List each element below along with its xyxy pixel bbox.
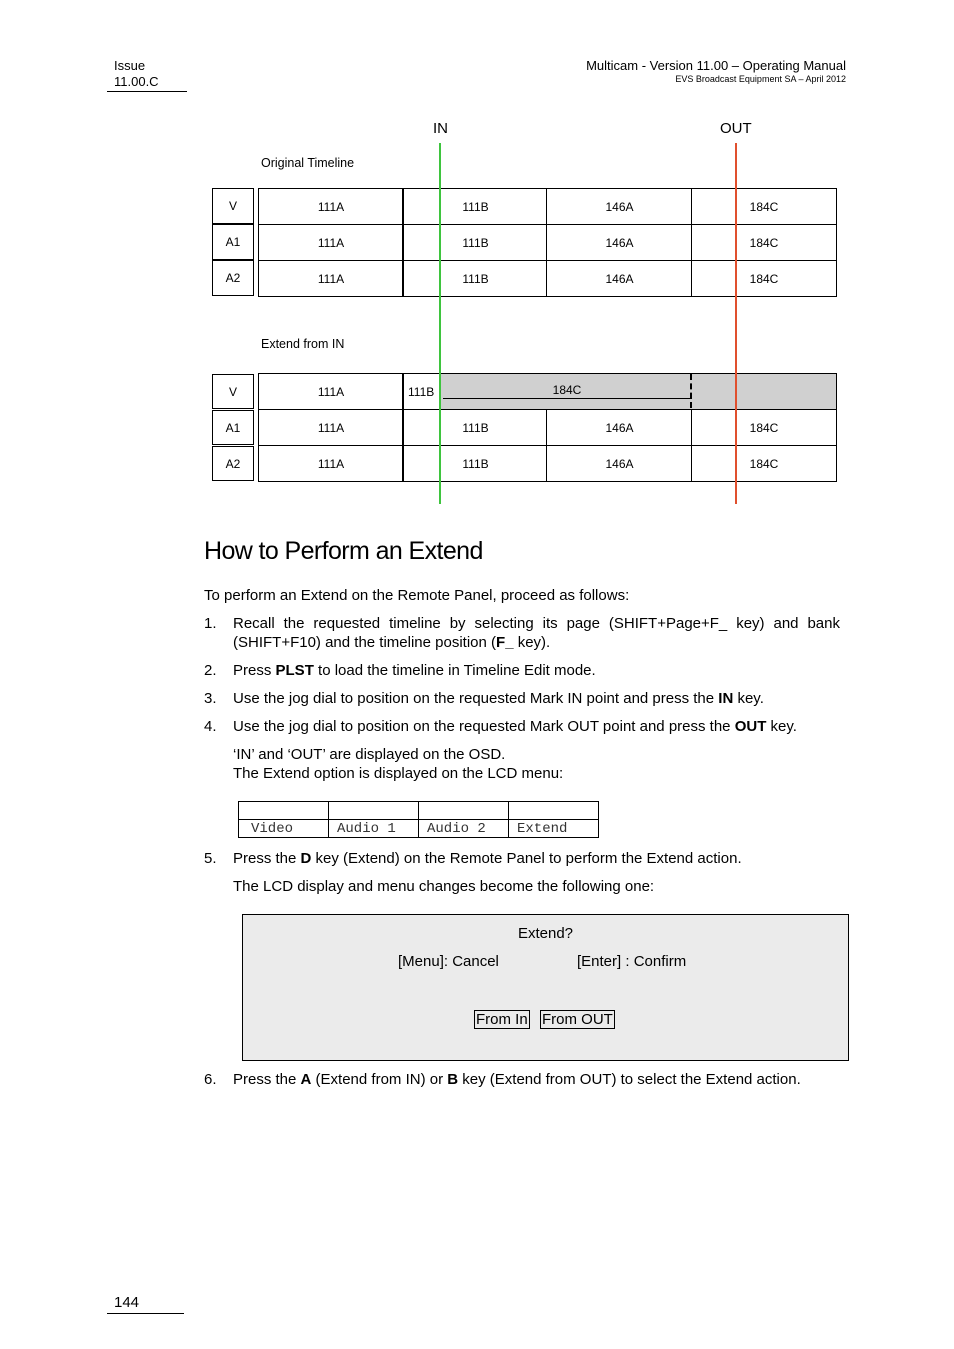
clip: 146A	[546, 445, 693, 482]
step-text-part: Use the jog dial to position on the requested Mark IN point and press the	[233, 690, 719, 707]
step-keyword: D	[300, 850, 312, 867]
clip: 146A	[546, 409, 693, 446]
step-number: 3.	[204, 690, 217, 707]
step-text-part: key (Extend from OUT) to select the Extend action.	[458, 1071, 801, 1088]
step-number: 2.	[204, 662, 217, 679]
step-text	[233, 661, 840, 680]
step-text	[233, 1070, 840, 1089]
dialog-confirm-hint: [Enter] : Confirm	[577, 953, 687, 970]
issue-number: 11.00.C	[114, 74, 159, 89]
issue-label: Issue	[114, 58, 146, 73]
track-label: A1	[212, 224, 254, 260]
track-label: A1	[212, 410, 254, 445]
step-text-part: key (Extend) on the Remote Panel to perform the Extend action.	[311, 850, 742, 867]
extend-timeline-caption: Extend from IN	[261, 337, 345, 351]
original-timeline-caption: Original Timeline	[261, 156, 355, 170]
intro-text: To perform an Extend on the Remote Panel, proceed as follows:	[204, 587, 630, 604]
extended-clip-label: 184C	[552, 383, 582, 397]
step-text-part: Use the jog dial to position on the requested Mark OUT point and press the	[233, 718, 735, 735]
step-keyword: PLST	[275, 662, 314, 679]
step4-note	[233, 745, 563, 783]
clip: 184C	[691, 260, 837, 297]
step-text-part: Press the	[233, 1071, 301, 1088]
page-number: 144	[114, 1294, 140, 1311]
step-keyword: B	[447, 1071, 459, 1088]
step-text-part: Press the	[233, 850, 301, 867]
clip: 146A	[546, 260, 693, 297]
lcd-note: The Extend option is displayed on the LCD menu:	[233, 765, 564, 782]
lcd-key-extend[interactable]: Extend	[509, 820, 599, 838]
step5-note: The LCD display and menu changes become the following one:	[233, 878, 655, 895]
track-label: V	[212, 188, 254, 224]
clip: 111B	[402, 373, 442, 410]
lcd-cell	[239, 802, 329, 820]
dialog-question: Extend?	[517, 925, 574, 942]
extended-clip-underline	[443, 398, 692, 399]
clip: 111B	[402, 445, 548, 482]
from-out-button[interactable]: From OUT	[542, 1011, 613, 1028]
lcd-cell	[329, 802, 419, 820]
lcd-menu	[238, 801, 599, 838]
clip: 111A	[258, 445, 404, 482]
in-marker-label: IN	[433, 120, 448, 137]
track-label: A2	[212, 446, 254, 481]
clip: 111B	[402, 188, 548, 225]
clip: 184C	[691, 224, 837, 261]
clip: 111A	[258, 188, 404, 225]
clip: 146A	[546, 188, 693, 225]
step-keyword: F_	[496, 634, 514, 651]
dialog-cancel-hint: [Menu]: Cancel	[398, 953, 499, 970]
step-text	[233, 849, 840, 868]
step-number: 4.	[204, 718, 217, 735]
step-text-part: to load the timeline in Timeline Edit mode.	[313, 662, 596, 679]
clip: 111B	[402, 224, 548, 261]
step-keyword: A	[300, 1071, 312, 1088]
manual-title: Multicam - Version 11.00 – Operating Manual	[586, 58, 846, 73]
step-text-part: key.	[733, 690, 764, 707]
clip: 111A	[258, 373, 404, 410]
step-text-part: (Extend from IN) or	[311, 1071, 448, 1088]
clip: 184C	[691, 409, 837, 446]
clip: 146A	[546, 224, 693, 261]
clip: 111A	[258, 260, 404, 297]
clip: 111A	[258, 224, 404, 261]
clip: 184C	[691, 445, 837, 482]
clip: 111B	[402, 260, 548, 297]
issue-block	[114, 58, 159, 90]
lcd-key-audio2[interactable]: Audio 2	[419, 820, 509, 838]
lcd-dialog	[242, 914, 849, 1061]
step-number: 6.	[204, 1071, 217, 1088]
lcd-key-video[interactable]: Video	[239, 820, 329, 838]
lcd-cell	[419, 802, 509, 820]
header-rule	[107, 91, 187, 92]
clip: 111B	[402, 409, 548, 446]
step-number: 1.	[204, 615, 217, 632]
step-text	[233, 614, 840, 652]
from-in-button[interactable]: From In	[476, 1011, 528, 1028]
clip: 111A	[258, 409, 404, 446]
out-marker-line	[735, 143, 737, 504]
company-line: EVS Broadcast Equipment SA – April 2012	[675, 74, 846, 84]
step-text	[233, 717, 840, 736]
step-text-part: key).	[513, 634, 551, 651]
in-marker-line	[439, 143, 441, 504]
clip: 184C	[691, 188, 837, 225]
osd-note: ‘IN’ and ‘OUT’ are displayed on the OSD.	[233, 746, 506, 763]
clip-boundary-dashed	[690, 374, 692, 408]
footer-rule	[107, 1313, 184, 1314]
track-label: V	[212, 374, 254, 409]
lcd-cell	[509, 802, 599, 820]
step-text	[233, 689, 840, 708]
step-keyword: IN	[718, 690, 734, 707]
out-marker-label: OUT	[720, 120, 752, 137]
step-number: 5.	[204, 850, 217, 867]
step-text-part: Press	[233, 662, 276, 679]
step-text-part: Recall the requested timeline by selecting its page (SHIFT+Page+F_ key) and bank (SHIFT+F10) and the timeline position (	[233, 615, 840, 651]
section-title: How to Perform an Extend	[204, 537, 483, 565]
manual-header	[586, 58, 846, 85]
step-keyword: OUT	[734, 718, 767, 735]
lcd-key-audio1[interactable]: Audio 1	[329, 820, 419, 838]
step-text-part: key.	[766, 718, 797, 735]
track-label: A2	[212, 260, 254, 296]
